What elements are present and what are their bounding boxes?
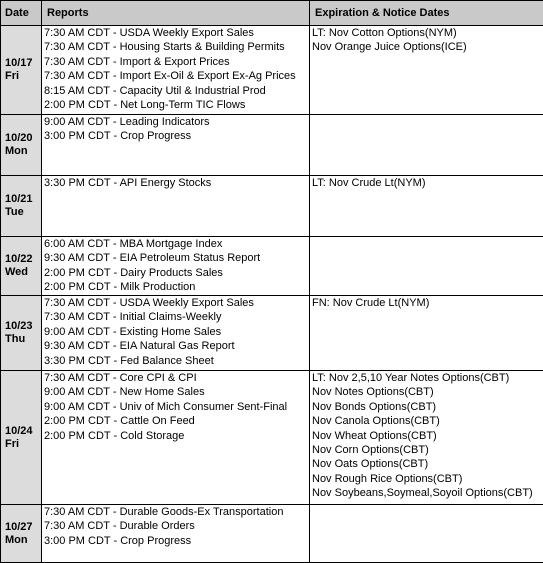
expiration-item: Nov Oats Options(CBT) [312,458,429,471]
report-item: 7:30 AM CDT - Import & Export Prices [44,55,230,68]
report-item: 7:30 AM CDT - Housing Starts & Building Permits [44,41,285,54]
table-row [1,296,543,371]
date-cell [1,115,42,176]
expiration-item: LT: Nov Crude Lt(NYM) [312,177,426,189]
header-row [1,1,543,26]
expiration-cell [310,371,543,505]
date-cell [1,371,42,505]
report-item: 7:30 AM CDT - USDA Weekly Export Sales [44,27,254,39]
table-row [1,115,543,176]
report-item: 2:00 PM CDT - Net Long-Term TIC Flows [44,99,246,112]
report-item: 8:15 AM CDT - Capacity Util & Industrial Prod [44,84,266,97]
report-item: 7:30 AM CDT - Core CPI & CPI [44,372,197,384]
expiration-item: LT: Nov 2,5,10 Year Notes Options(CBT) [312,372,510,384]
report-item: 7:30 AM CDT - Initial Claims-Weekly [44,311,222,324]
report-item: 9:00 AM CDT - Univ of Mich Consumer Sent-Final [44,400,288,413]
date-cell [1,176,42,237]
date-weekday: Mon [5,145,28,157]
report-item: 3:30 PM CDT - API Energy Stocks [44,177,212,189]
expiration-item: LT: Nov Cotton Options(NYM) [312,27,457,39]
report-item: 9:00 AM CDT - Leading Indicators [44,116,210,128]
date-cell [1,505,42,563]
date-weekday: Thu [5,333,26,345]
reports-column-header: Reports [42,1,310,26]
reports-cell [42,237,310,296]
report-item: 9:30 AM CDT - EIA Petroleum Status Report [44,252,261,265]
report-item: 7:30 AM CDT - Durable Orders [44,520,195,533]
expiration-item: Nov Soybeans,Soymeal,Soyoil Options(CBT) [312,487,533,500]
report-item: 7:30 AM CDT - USDA Weekly Export Sales [44,297,254,309]
date-weekday: Tue [5,206,24,218]
report-item: 9:30 AM CDT - EIA Natural Gas Report [44,340,235,353]
date-day: 10/21 [5,193,33,205]
expiration-cell [310,115,543,176]
expiration-item: Nov Rough Rice Options(CBT) [312,472,463,485]
reports-cell [42,26,310,115]
date-day: 10/17 [5,57,33,69]
report-item: 2:00 PM CDT - Milk Production [44,281,196,294]
report-item: 2:00 PM CDT - Cold Storage [44,429,185,442]
table-row [1,237,543,296]
date-day: 10/20 [5,132,33,144]
expiration-item: Nov Orange Juice Options(ICE) [312,41,467,54]
table-row [1,505,543,563]
date-day: 10/22 [5,253,33,265]
report-item: 3:30 PM CDT - Fed Balance Sheet [44,354,214,367]
report-item: 2:00 PM CDT - Dairy Products Sales [44,266,223,279]
date-weekday: Mon [5,533,28,546]
report-item: 7:30 AM CDT - Durable Goods-Ex Transportation [44,506,284,518]
expiration-item: Nov Corn Options(CBT) [312,444,429,457]
report-item: 3:00 PM CDT - Crop Progress [44,130,192,143]
date-cell [1,26,42,115]
expiration-item: Nov Bonds Options(CBT) [312,400,437,413]
report-item: 6:00 AM CDT - MBA Mortgage Index [44,238,223,250]
expiration-cell [310,26,543,115]
date-day: 10/23 [5,320,33,332]
reports-cell [42,371,310,505]
reports-cell [42,505,310,563]
reports-cell [42,176,310,237]
report-item: 3:00 PM CDT - Crop Progress [44,534,192,547]
reports-cell [42,115,310,176]
report-item: 9:00 AM CDT - New Home Sales [44,386,205,399]
table-row [1,26,543,115]
date-weekday: Wed [5,266,29,278]
expiration-item: Nov Notes Options(CBT) [312,386,434,399]
table-row [1,176,543,237]
report-item: 9:00 AM CDT - Existing Home Sales [44,325,222,338]
table-row [1,371,543,505]
report-item: 7:30 AM CDT - Import Ex-Oil & Export Ex-Ag Prices [44,70,296,83]
report-item: 2:00 PM CDT - Cattle On Feed [44,415,195,428]
expiration-item: Nov Wheat Options(CBT) [312,429,437,442]
expiration-column-header: Expiration & Notice Dates [310,1,543,26]
date-column-header: Date [1,1,42,26]
table-body [1,26,543,563]
date-cell [1,296,42,371]
expiration-item: FN: Nov Crude Lt(NYM) [312,297,430,309]
date-cell [1,237,42,296]
date-day: 10/24 [5,424,33,437]
table-header [1,1,543,26]
expiration-item: Nov Canola Options(CBT) [312,415,440,428]
expiration-cell [310,505,543,563]
expiration-cell [310,176,543,237]
date-weekday: Fri [5,437,20,450]
date-weekday: Fri [5,70,20,82]
expiration-cell [310,296,543,371]
date-day: 10/27 [5,520,33,533]
reports-cell [42,296,310,371]
expiration-cell [310,237,543,296]
